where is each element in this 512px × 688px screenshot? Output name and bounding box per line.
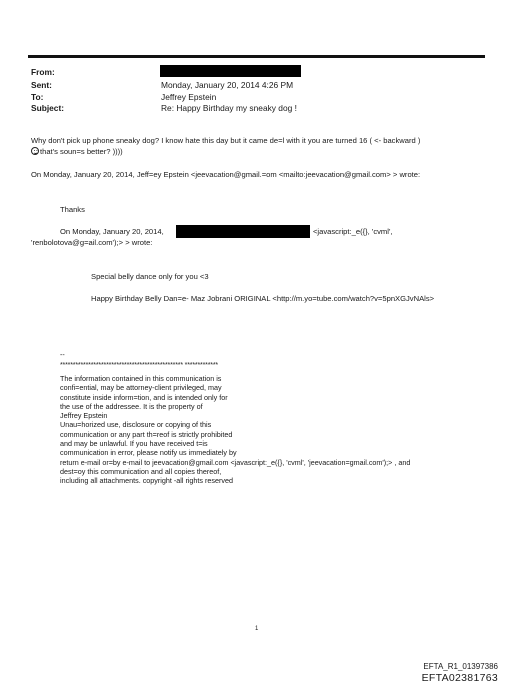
disclaimer-line: communication or any part th=reof is strictly prohibited xyxy=(60,429,233,439)
special-line: Special belly dance only for you <3 xyxy=(91,272,209,281)
sent-value: Monday, January 20, 2014 4:26 PM xyxy=(161,80,294,90)
redaction-sender xyxy=(160,65,301,77)
to-value: Jeffrey Epstein xyxy=(161,92,217,102)
disclaimer-line: constitute inside inform=tion, and is intended only for xyxy=(60,392,228,402)
from-label: From: xyxy=(31,67,55,77)
body-line-2 xyxy=(31,147,123,157)
disclaimer-line: communication in error, please notify us immediately by xyxy=(60,448,237,458)
disclaimer-line: and may be unlawful. If you have received t=is xyxy=(60,439,208,449)
smiley-icon xyxy=(31,147,39,155)
disclaimer-line: Jeffrey Epstein xyxy=(60,411,108,421)
disclaimer-line: Unau=horized use, disclosure or copying of this xyxy=(60,420,212,430)
body-line-1: Why don't pick up phone sneaky dog? I know hate this day but it came de=l with it you are turned 16 ( <- backward ) xyxy=(31,136,421,145)
birthday-link: Happy Birthday Belly Dan=e- Maz Jobrani ORIGINAL <http://m.yo=tube.com/watch?v=5pnXGJvNAls> xyxy=(91,294,435,303)
separator-stars: ************************************************ ************* xyxy=(60,361,218,369)
subject-label: Subject: xyxy=(31,103,65,113)
bates-number-2: EFTA02381763 xyxy=(421,672,498,684)
body-line-2-text: that's soun=s better? )))) xyxy=(40,147,123,156)
redaction-inner-sender xyxy=(176,225,310,238)
disclaimer-line: including all attachments. copyright -all rights reserved xyxy=(60,476,233,486)
disclaimer-block xyxy=(60,374,410,486)
separator-dashes: -- xyxy=(60,351,65,359)
disclaimer-line: The information contained in this communication is xyxy=(60,374,222,383)
inner-intro-c: 'renbolotova@g=ail.com');> > wrote: xyxy=(31,238,153,247)
bates-number-1: EFTA_R1_01397386 xyxy=(423,662,498,671)
disclaimer-line: confi=ential, may be attorney-client privileged, may xyxy=(60,383,222,393)
header-rule xyxy=(28,55,485,58)
quote-intro: On Monday, January 20, 2014, Jeff=ey Epstein <jeevacation@gmail.=om <mailto:jeevacation@gmail.com> > wrote: xyxy=(31,170,421,179)
sent-label: Sent: xyxy=(31,80,52,90)
inner-intro-a: On Monday, January 20, 2014, xyxy=(60,227,164,236)
page-number: 1 xyxy=(255,626,259,632)
to-label: To: xyxy=(31,92,44,102)
disclaimer-line: dest=oy this communication and all copies thereof, xyxy=(60,466,222,476)
subject-value: Re: Happy Birthday my sneaky dog ! xyxy=(161,103,297,113)
thanks-line: Thanks xyxy=(60,205,85,214)
inner-intro-b: <javascript:_e({}, 'cvml', xyxy=(313,227,393,236)
disclaimer-line: the use of the addressee. It is the property of xyxy=(60,401,203,411)
disclaimer-line: return e-mail or=by e-mail to jeevacation@gmail.com <javascript:_e({}, 'cvml', 'jeevacation=gmail.com');> , and xyxy=(60,457,411,467)
